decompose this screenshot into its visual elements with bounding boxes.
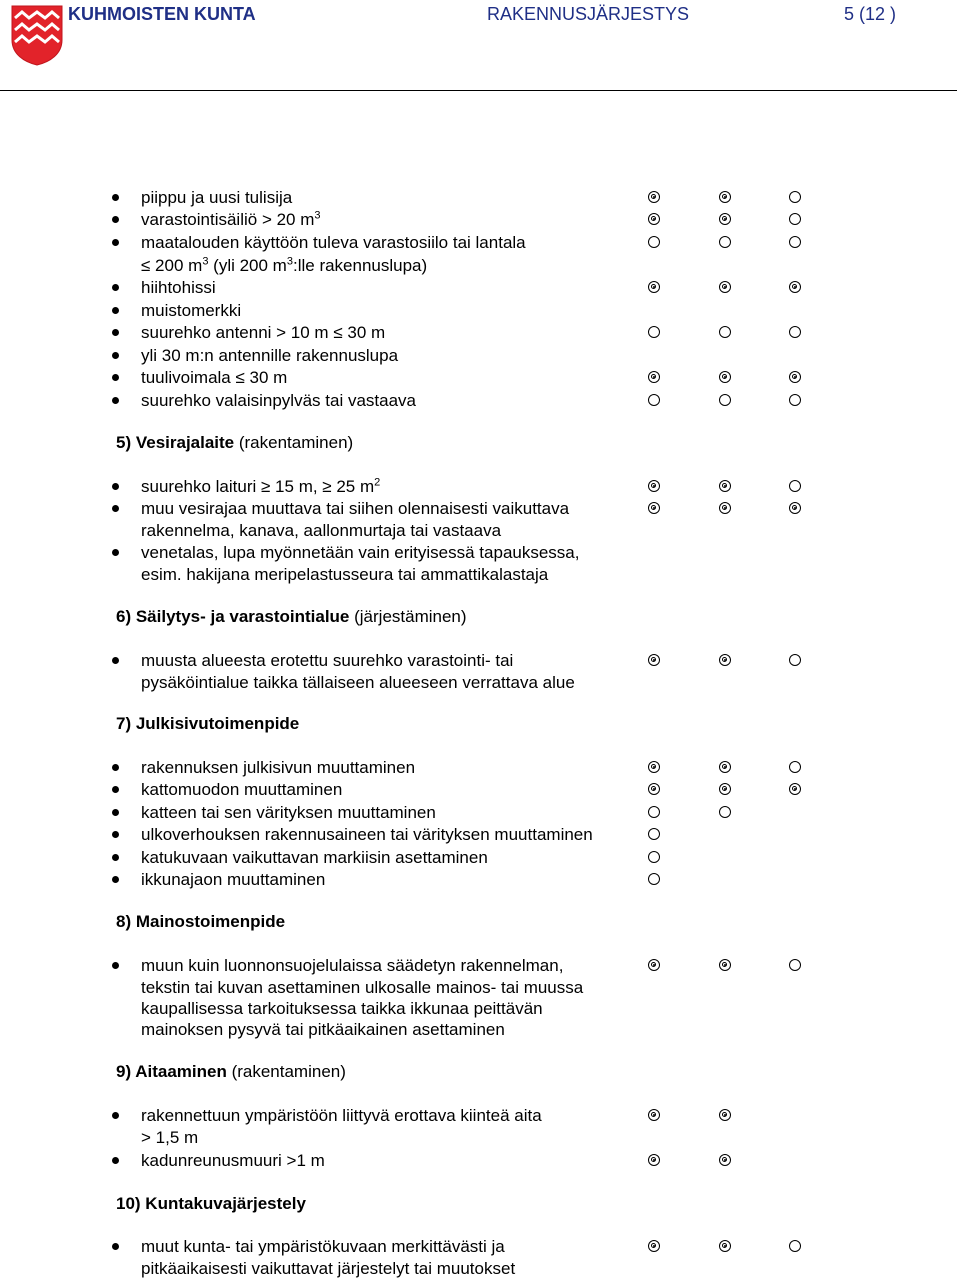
list-item-text: suurehko valaisinpylväs tai vastaava <box>141 391 416 410</box>
permit-notice-icon <box>789 761 801 773</box>
list-item <box>0 187 960 209</box>
bullet-icon <box>112 194 119 201</box>
list-item <box>0 390 960 412</box>
permit-required-icon <box>719 191 731 203</box>
list-item-text: mainoksen pysyvä tai pitkäaikainen asettaminen <box>141 1020 505 1039</box>
list-item <box>0 1105 960 1127</box>
bullet-icon <box>112 657 119 664</box>
list-item-text: venetalas, lupa myönnetään vain erityisessä tapauksessa, <box>141 543 580 562</box>
list-item-text: tuulivoimala ≤ 30 m <box>141 368 288 387</box>
municipal-coat-of-arms-logo <box>10 4 64 66</box>
list-item-text: muun kuin luonnonsuojelulaissa säädetyn rakennelman, <box>141 956 564 975</box>
bullet-icon <box>112 786 119 793</box>
list-item <box>0 998 960 1020</box>
list-item <box>0 1236 960 1258</box>
permit-required-icon <box>648 502 660 514</box>
list-item <box>0 869 960 891</box>
list-item-text: rakennettuun ympäristöön liittyvä erottava kiinteä aita <box>141 1106 542 1125</box>
list-item <box>0 955 960 977</box>
list-item-text: kattomuodon muuttaminen <box>141 780 343 799</box>
permit-required-icon <box>789 502 801 514</box>
bullet-icon <box>112 876 119 883</box>
permit-required-icon <box>648 783 660 795</box>
permit-required-icon <box>719 1240 731 1252</box>
list-item <box>0 255 960 277</box>
list-item <box>0 824 960 846</box>
bullet-icon <box>112 831 119 838</box>
list-item-text: piippu ja uusi tulisija <box>141 188 293 207</box>
permit-required-icon <box>789 281 801 293</box>
list-item-text: muu vesirajaa muuttava tai siihen olennaisesti vaikuttava <box>141 499 570 518</box>
permit-required-icon <box>648 213 660 225</box>
list-item-text: varastointisäiliö > 20 $m^3$ <box>141 209 321 229</box>
bullet-icon <box>112 549 119 556</box>
section-title: 8) Mainostoimenpide <box>116 912 286 931</box>
permit-notice-icon <box>648 394 660 406</box>
list-item <box>0 300 960 322</box>
list-item-text: hiihtohissi <box>141 278 216 297</box>
bullet-icon <box>112 1243 119 1250</box>
permit-notice-icon <box>719 326 731 338</box>
permit-required-icon <box>648 480 660 492</box>
list-item-text: muusta alueesta erotettu suurehko varastointi- tai <box>141 651 514 670</box>
header-divider <box>0 90 957 91</box>
section-title: 6) Säilytys- ja varastointialue <box>116 607 350 626</box>
bullet-icon <box>112 329 119 336</box>
permit-required-icon <box>719 480 731 492</box>
bullet-icon <box>112 854 119 861</box>
bullet-icon <box>112 1112 119 1119</box>
permit-required-icon <box>648 959 660 971</box>
permit-required-icon <box>719 371 731 383</box>
permit-notice-icon <box>719 806 731 818</box>
permit-notice-icon <box>789 654 801 666</box>
bullet-icon <box>112 809 119 816</box>
permit-notice-icon <box>648 828 660 840</box>
permit-notice-icon <box>789 326 801 338</box>
list-item-text: ulkoverhouksen rakennusaineen tai värityksen muuttaminen <box>141 825 593 844</box>
page-number: 5 (12 ) <box>844 4 897 24</box>
bullet-icon <box>112 505 119 512</box>
bullet-icon <box>112 483 119 490</box>
list-item <box>0 209 960 231</box>
permit-required-icon <box>719 761 731 773</box>
permit-notice-icon <box>789 1240 801 1252</box>
permit-required-icon <box>719 281 731 293</box>
section-title: 5) Vesirajalaite <box>116 433 235 452</box>
bullet-icon <box>112 374 119 381</box>
list-item-text: suurehko antenni > 10 m ≤ 30 m <box>141 323 386 342</box>
permit-notice-icon <box>648 806 660 818</box>
permit-required-icon <box>719 1109 731 1121</box>
section-subtitle: (rakentaminen) <box>226 1062 346 1081</box>
permit-required-icon <box>648 1109 660 1121</box>
list-item <box>0 977 960 999</box>
bullet-icon <box>112 352 119 359</box>
bullet-icon <box>112 397 119 404</box>
list-item <box>0 498 960 520</box>
bullet-icon <box>112 962 119 969</box>
list-item <box>0 779 960 801</box>
list-item-text: katteen tai sen värityksen muuttaminen <box>141 803 436 822</box>
list-item <box>0 542 960 564</box>
list-item-text: tekstin tai kuvan asettaminen ulkosalle mainos- tai muussa <box>141 978 584 997</box>
permit-notice-icon <box>648 851 660 863</box>
list-item <box>0 277 960 299</box>
list-item <box>0 232 960 254</box>
list-item <box>0 802 960 824</box>
list-item <box>0 1019 960 1041</box>
list-item <box>0 1150 960 1172</box>
list-item-text: katukuvaan vaikuttavan markiisin asettaminen <box>141 848 488 867</box>
bullet-icon <box>112 216 119 223</box>
section-title: 9) Aitaaminen <box>116 1062 227 1081</box>
permit-required-icon <box>719 502 731 514</box>
list-item-text: yli 30 m:n antennille rakennuslupa <box>141 346 399 365</box>
permit-required-icon <box>648 371 660 383</box>
section-heading <box>116 1061 346 1083</box>
bullet-icon <box>112 239 119 246</box>
permit-notice-icon <box>789 959 801 971</box>
section-heading <box>116 606 467 628</box>
list-item-text: ikkunajaon muuttaminen <box>141 870 326 889</box>
permit-required-icon <box>719 783 731 795</box>
section-heading <box>116 432 353 454</box>
bullet-icon <box>112 764 119 771</box>
list-item-text: pitkäaikaisesti vaikuttavat järjestelyt tai muutokset <box>141 1259 516 1278</box>
list-item-text: suurehko laituri ≥ 15 m, ≥ 25 $m^2$ <box>141 476 381 496</box>
list-item <box>0 520 960 542</box>
list-item-text: muut kunta- tai ympäristökuvaan merkittävästi ja <box>141 1237 505 1256</box>
section-subtitle: (rakentaminen) <box>234 433 354 452</box>
list-item <box>0 650 960 672</box>
permit-required-icon <box>719 959 731 971</box>
list-item-text: > 1,5 m <box>141 1128 199 1147</box>
list-item <box>0 345 960 367</box>
list-item <box>0 1258 960 1280</box>
list-item-text: muistomerkki <box>141 301 242 320</box>
list-item <box>0 672 960 694</box>
list-item <box>0 847 960 869</box>
permit-notice-icon <box>789 213 801 225</box>
bullet-icon <box>112 307 119 314</box>
permit-required-icon <box>648 1240 660 1252</box>
list-item <box>0 757 960 779</box>
permit-required-icon <box>648 654 660 666</box>
list-item <box>0 322 960 344</box>
bullet-icon <box>112 284 119 291</box>
bullet-icon <box>112 1157 119 1164</box>
organization-name: KUHMOISTEN KUNTA <box>68 4 256 24</box>
list-item-text: kaupallisessa tarkoituksessa taikka ikkunaa peittävän <box>141 999 543 1018</box>
section-title: 10) Kuntakuvajärjestely <box>116 1194 306 1213</box>
permit-notice-icon <box>789 191 801 203</box>
permit-required-icon <box>789 783 801 795</box>
list-item <box>0 1127 960 1149</box>
section-subtitle: (järjestäminen) <box>349 607 467 626</box>
section-title: 7) Julkisivutoimenpide <box>116 714 300 733</box>
list-item-text: pysäköintialue taikka tällaiseen alueeseen verrattava alue <box>141 673 575 692</box>
permit-notice-icon <box>719 394 731 406</box>
permit-notice-icon <box>648 873 660 885</box>
list-item-text: esim. hakijana meripelastusseura tai ammattikalastaja <box>141 565 549 584</box>
list-item <box>0 564 960 586</box>
permit-required-icon <box>648 281 660 293</box>
document-title: RAKENNUSJÄRJESTYS <box>487 4 690 24</box>
permit-notice-icon <box>648 236 660 248</box>
list-item-text: rakennelma, kanava, aallonmurtaja tai vastaava <box>141 521 502 540</box>
permit-required-icon <box>648 191 660 203</box>
permit-notice-icon <box>789 394 801 406</box>
permit-required-icon <box>719 213 731 225</box>
list-item-text: maatalouden käyttöön tuleva varastosiilo tai lantala <box>141 233 526 252</box>
permit-notice-icon <box>789 480 801 492</box>
section-heading <box>116 713 299 735</box>
section-heading <box>116 1193 306 1215</box>
permit-required-icon <box>648 761 660 773</box>
permit-notice-icon <box>648 326 660 338</box>
list-item-text: ≤ 200 $m^3$ (yli 200 $m^3:lle$ rakennuslupa) <box>141 255 428 275</box>
permit-required-icon <box>719 654 731 666</box>
list-item <box>0 367 960 389</box>
permit-required-icon <box>648 1154 660 1166</box>
list-item <box>0 476 960 498</box>
section-heading <box>116 911 285 933</box>
permit-notice-icon <box>719 236 731 248</box>
list-item-text: kadunreunusmuuri >1 m <box>141 1151 325 1170</box>
permit-notice-icon <box>789 236 801 248</box>
permit-required-icon <box>719 1154 731 1166</box>
list-item-text: rakennuksen julkisivun muuttaminen <box>141 758 416 777</box>
permit-required-icon <box>789 371 801 383</box>
